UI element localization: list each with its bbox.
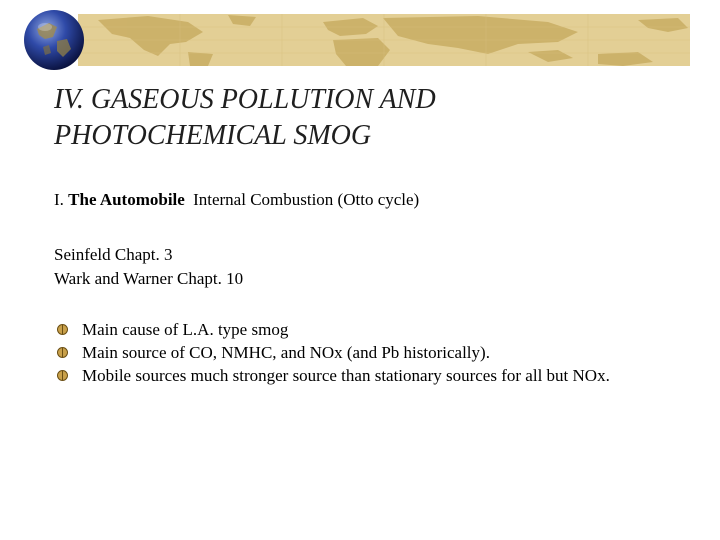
bullet-text: Main source of CO, NMHC, and NOx (and Pb historically). [82, 343, 490, 362]
references [54, 243, 243, 291]
title-line-1: IV. GASEOUS POLLUTION AND [54, 84, 436, 115]
section-heading [54, 189, 419, 211]
section-number: I. [54, 190, 64, 209]
bullet-item [54, 341, 674, 364]
world-map-banner [78, 14, 690, 66]
bullet-item [54, 318, 674, 341]
bullet-list [54, 318, 674, 387]
slide-title [54, 82, 654, 154]
bullet-icon [57, 347, 68, 358]
title-line-2: PHOTOCHEMICAL SMOG [54, 120, 372, 151]
globe-icon [23, 9, 85, 71]
reference-item: Wark and Warner Chapt. 10 [54, 269, 244, 288]
section-heading-bold: The Automobile [68, 190, 185, 209]
bullet-item [54, 364, 674, 387]
bullet-icon [57, 370, 68, 381]
bullet-text: Mobile sources much stronger source than stationary sources for all but NOx. [82, 366, 610, 385]
reference-item: Seinfeld Chapt. 3 [54, 245, 173, 264]
bullet-icon [57, 324, 68, 335]
bullet-text: Main cause of L.A. type smog [82, 320, 289, 339]
section-heading-rest: Internal Combustion (Otto cycle) [193, 190, 420, 209]
world-map-icon [78, 14, 690, 66]
